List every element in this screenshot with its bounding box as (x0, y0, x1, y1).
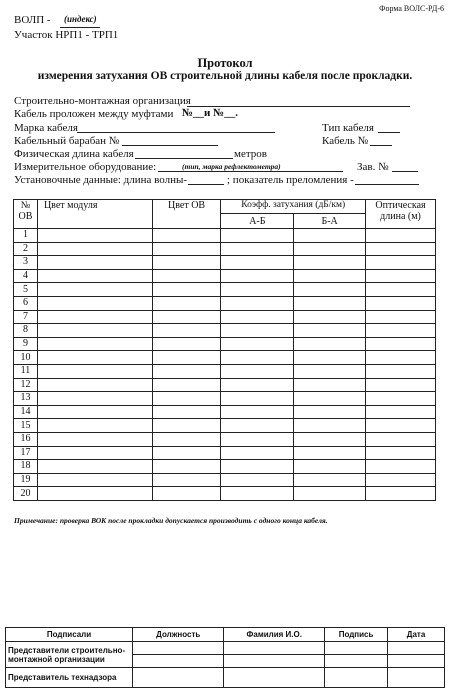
table-row (14, 296, 436, 310)
row-cell[interactable] (152, 256, 221, 270)
table-row (14, 446, 436, 460)
row-cell[interactable] (37, 269, 152, 283)
row-cell[interactable] (366, 419, 436, 433)
table-row (14, 229, 436, 243)
row-cell[interactable] (366, 487, 436, 501)
row-cell[interactable] (221, 296, 294, 310)
drum-label: Кабельный барабан № (14, 135, 120, 147)
table-row (14, 432, 436, 446)
row-cell[interactable] (37, 446, 152, 460)
row-cell[interactable] (294, 296, 366, 310)
row-cell[interactable] (37, 256, 152, 270)
sig-header-signature: Подпись (325, 628, 388, 642)
row-cell[interactable] (294, 364, 366, 378)
row-cell[interactable] (37, 283, 152, 297)
header-no-ov: № ОВ (14, 200, 38, 229)
row-cell[interactable] (37, 337, 152, 351)
row-cell[interactable] (37, 419, 152, 433)
header-ab: А-Б (221, 214, 294, 229)
row-number: 18 (14, 460, 38, 474)
refraction-label: ; показатель преломления - (227, 174, 354, 186)
row-cell[interactable] (366, 310, 436, 324)
table-row (14, 405, 436, 419)
row-cell[interactable] (37, 460, 152, 474)
row-cell[interactable] (221, 392, 294, 406)
row-number: 12 (14, 378, 38, 392)
equipment-label: Измерительное оборудование: (14, 161, 157, 173)
row-cell[interactable] (37, 432, 152, 446)
row-cell[interactable] (366, 460, 436, 474)
table-row (14, 310, 436, 324)
row-cell[interactable] (366, 337, 436, 351)
refraction-underline (355, 184, 419, 185)
row-number: 7 (14, 310, 38, 324)
row-cell[interactable] (221, 460, 294, 474)
table-row (14, 378, 436, 392)
brand-label: Марка кабеля (14, 122, 78, 134)
row-cell[interactable] (294, 473, 366, 487)
row-cell[interactable] (221, 283, 294, 297)
row-cell[interactable] (366, 269, 436, 283)
row-cell[interactable] (294, 432, 366, 446)
volp-label: ВОЛП - (14, 14, 51, 26)
signatures-header-row (6, 628, 445, 642)
row-cell[interactable] (152, 283, 221, 297)
volp-index: (индекс) (64, 14, 97, 24)
row-number: 10 (14, 351, 38, 365)
row-number: 13 (14, 392, 38, 406)
sig-header-position: Должность (133, 628, 224, 642)
row-number: 1 (14, 229, 38, 243)
note: Примечание: проверка ВОК после прокладки допускается производить с одного конца кабеля. (14, 516, 328, 525)
row-cell[interactable] (37, 310, 152, 324)
row-cell[interactable] (152, 242, 221, 256)
sig-header-date: Дата (388, 628, 445, 642)
row-number: 4 (14, 269, 38, 283)
row-cell[interactable] (294, 487, 366, 501)
table-row (14, 473, 436, 487)
row-cell[interactable] (37, 364, 152, 378)
row-cell[interactable] (366, 432, 436, 446)
cable-no-label: Кабель № (322, 135, 369, 147)
row-cell[interactable] (294, 283, 366, 297)
table-row (14, 337, 436, 351)
table-row (14, 487, 436, 501)
row-cell[interactable] (221, 364, 294, 378)
row-cell[interactable] (152, 337, 221, 351)
title-line1: Протокол (197, 56, 253, 70)
row-cell[interactable] (366, 229, 436, 243)
wavelength-underline (188, 184, 224, 185)
row-cell[interactable] (221, 473, 294, 487)
section-label: Участок НРП1 - ТРП1 (14, 29, 119, 41)
title-line2: измерения затухания ОВ строительной длины кабеля после прокладки. (37, 70, 413, 82)
row-number: 8 (14, 324, 38, 338)
row-cell[interactable] (152, 269, 221, 283)
sig-header-signed: Подписали (6, 628, 133, 642)
serial-underline (392, 171, 418, 172)
header-ba: Б-А (294, 214, 366, 229)
row-cell[interactable] (221, 405, 294, 419)
row-number: 6 (14, 296, 38, 310)
row-cell[interactable] (366, 324, 436, 338)
volp-underline (60, 27, 100, 28)
row-cell[interactable] (37, 487, 152, 501)
row-cell[interactable] (294, 351, 366, 365)
row-cell[interactable] (37, 324, 152, 338)
row-cell[interactable] (152, 229, 221, 243)
row-cell[interactable] (152, 364, 221, 378)
row-cell[interactable] (294, 310, 366, 324)
table-row (14, 364, 436, 378)
table-row (14, 242, 436, 256)
row-cell[interactable] (221, 337, 294, 351)
row-cell[interactable] (221, 487, 294, 501)
row-cell[interactable] (221, 432, 294, 446)
row-number: 14 (14, 405, 38, 419)
row-cell[interactable] (221, 269, 294, 283)
phys-len-underline (135, 158, 233, 159)
row-cell[interactable] (366, 296, 436, 310)
row-cell[interactable] (366, 405, 436, 419)
equipment-underline (158, 171, 343, 172)
table-row (14, 392, 436, 406)
row-cell[interactable] (37, 392, 152, 406)
row-cell[interactable] (37, 296, 152, 310)
row-cell[interactable] (366, 242, 436, 256)
type-underline (378, 132, 400, 133)
row-cell[interactable] (152, 405, 221, 419)
row-number: 20 (14, 487, 38, 501)
row-number: 9 (14, 337, 38, 351)
row-cell[interactable] (294, 378, 366, 392)
row-number: 16 (14, 432, 38, 446)
row-cell[interactable] (294, 419, 366, 433)
row-cell[interactable] (152, 432, 221, 446)
row-cell[interactable] (152, 378, 221, 392)
row-cell[interactable] (366, 364, 436, 378)
row-cell[interactable] (221, 378, 294, 392)
header-fiber-color: Цвет ОВ (152, 200, 221, 229)
row-cell[interactable] (294, 460, 366, 474)
row-cell[interactable] (294, 242, 366, 256)
settings-label: Установочные данные: длина волны- (14, 174, 188, 186)
row-cell[interactable] (221, 446, 294, 460)
row-cell[interactable] (294, 405, 366, 419)
sig-row-builders: Представители строительно- монтажной организации (6, 642, 133, 668)
type-label: Тип кабеля (322, 122, 374, 134)
sig-row-supervision: Представитель технадзора (6, 668, 133, 688)
row-cell[interactable] (294, 337, 366, 351)
row-cell[interactable] (366, 473, 436, 487)
table-row (14, 269, 436, 283)
row-cell[interactable] (366, 446, 436, 460)
header-attenuation: Коэфф. затухания (дБ/км) (221, 200, 366, 214)
table-row (14, 324, 436, 338)
row-cell[interactable] (37, 229, 152, 243)
row-cell[interactable] (152, 296, 221, 310)
row-cell[interactable] (152, 487, 221, 501)
row-number: 11 (14, 364, 38, 378)
row-cell[interactable] (37, 242, 152, 256)
row-cell[interactable] (366, 256, 436, 270)
header-module-color: Цвет модуля (37, 200, 152, 229)
row-number: 17 (14, 446, 38, 460)
table-row (14, 256, 436, 270)
row-cell[interactable] (37, 378, 152, 392)
laid-label: Кабель проложен между муфтами (14, 108, 174, 120)
table-row (14, 351, 436, 365)
form-code: Форма ВОЛС-РД-6 (379, 4, 444, 13)
row-number: 15 (14, 419, 38, 433)
meters-label: метров (234, 148, 267, 160)
row-number: 5 (14, 283, 38, 297)
row-cell[interactable] (294, 446, 366, 460)
row-cell[interactable] (221, 419, 294, 433)
row-number: 19 (14, 473, 38, 487)
row-cell[interactable] (221, 256, 294, 270)
row-cell[interactable] (294, 229, 366, 243)
row-cell[interactable] (366, 378, 436, 392)
signatures-table (5, 627, 445, 688)
row-cell[interactable] (152, 310, 221, 324)
brand-underline (77, 132, 275, 133)
row-cell[interactable] (37, 351, 152, 365)
row-cell[interactable] (152, 419, 221, 433)
row-cell[interactable] (221, 242, 294, 256)
serial-label: Зав. № (357, 161, 389, 173)
row-number: 3 (14, 256, 38, 270)
table-row (14, 283, 436, 297)
org-label: Строительно-монтажная организация (14, 95, 191, 107)
equipment-hint: (тип, марка рефлектометра) (182, 162, 281, 171)
row-cell[interactable] (152, 473, 221, 487)
drum-underline (122, 145, 218, 146)
row-cell[interactable] (37, 405, 152, 419)
row-cell[interactable] (294, 269, 366, 283)
header-optical-length: Оптическая длина (м) (366, 200, 436, 229)
row-cell[interactable] (221, 310, 294, 324)
row-cell[interactable] (221, 324, 294, 338)
row-cell[interactable] (37, 473, 152, 487)
row-cell[interactable] (152, 392, 221, 406)
row-cell[interactable] (152, 446, 221, 460)
row-cell[interactable] (294, 256, 366, 270)
laid-numbers: №__и №__. (182, 107, 238, 119)
row-number: 2 (14, 242, 38, 256)
row-cell[interactable] (152, 460, 221, 474)
row-cell[interactable] (152, 351, 221, 365)
phys-len-label: Физическая длина кабеля (14, 148, 134, 160)
row-cell[interactable] (152, 324, 221, 338)
row-cell[interactable] (221, 229, 294, 243)
table-header-row (14, 200, 436, 214)
measurement-table (13, 199, 436, 501)
row-cell[interactable] (366, 283, 436, 297)
row-cell[interactable] (294, 392, 366, 406)
cable-no-underline (370, 145, 392, 146)
row-cell[interactable] (221, 351, 294, 365)
table-row (14, 460, 436, 474)
row-cell[interactable] (366, 351, 436, 365)
row-cell[interactable] (366, 392, 436, 406)
row-cell[interactable] (294, 324, 366, 338)
sig-header-name: Фамилия И.О. (224, 628, 325, 642)
table-row (14, 419, 436, 433)
